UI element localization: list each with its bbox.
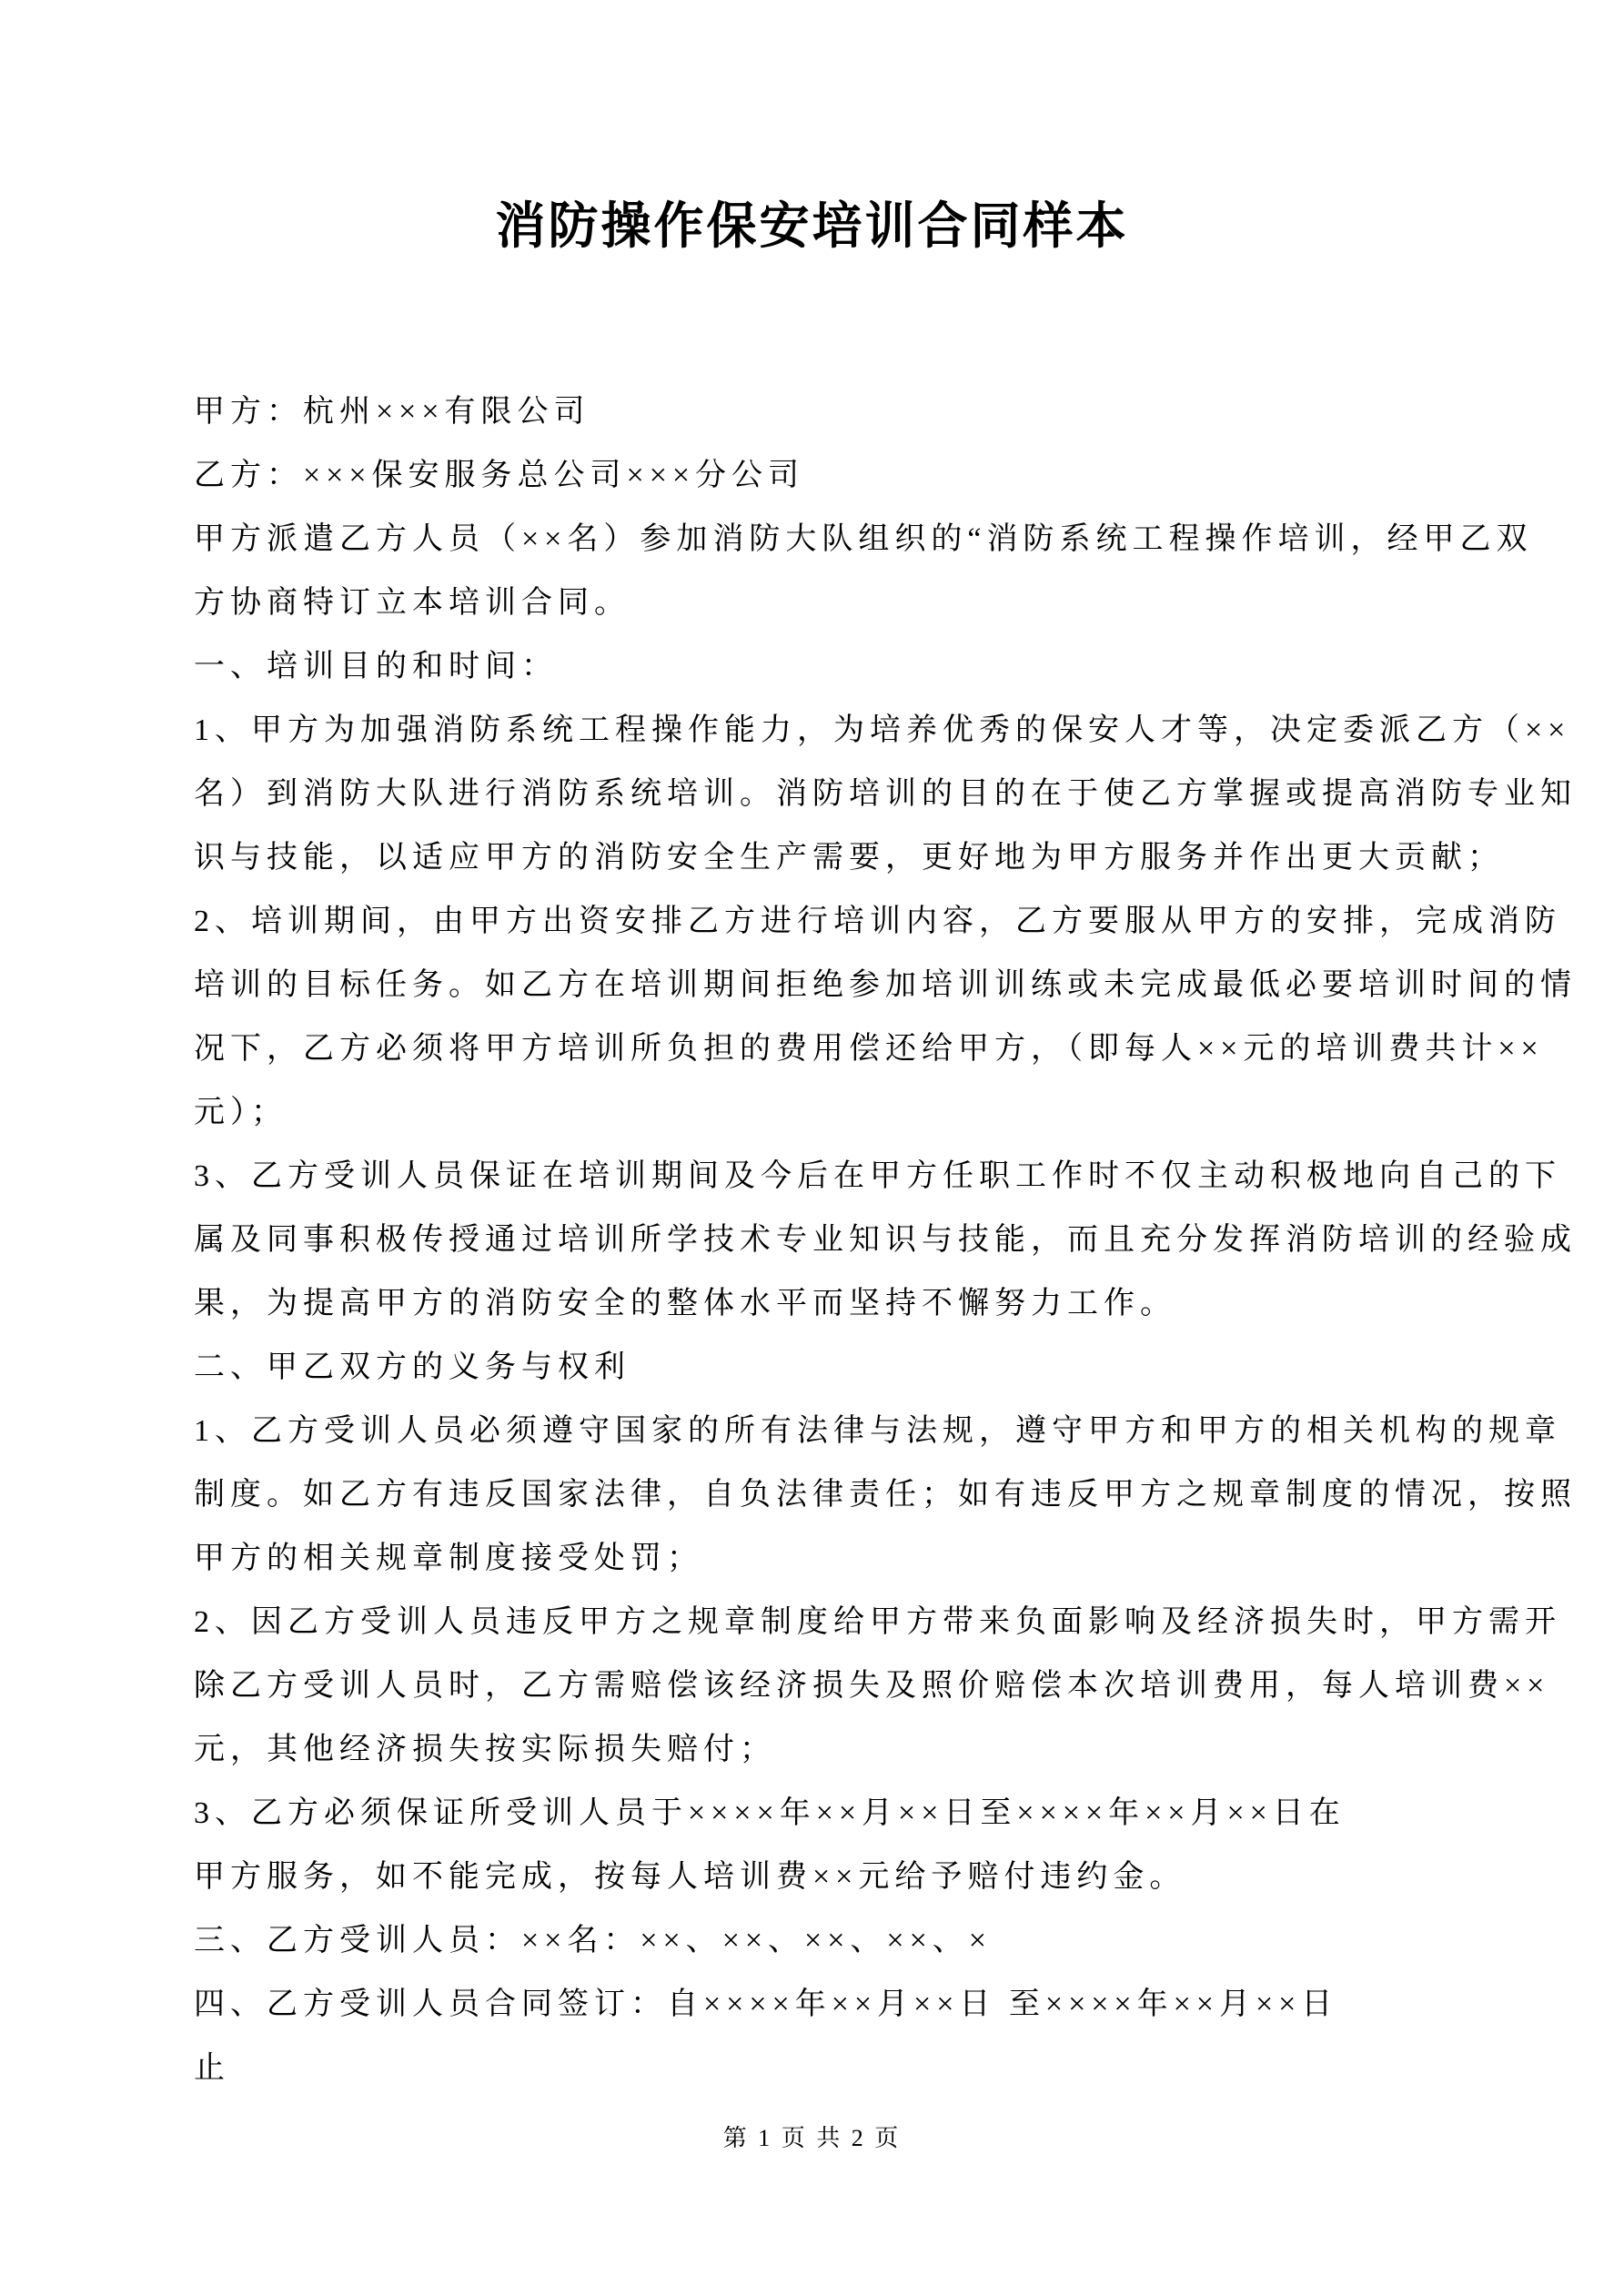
document-body (194, 380, 1577, 2100)
page-number-footer: 第 1 页 共 2 页 (722, 2125, 902, 2151)
text-line: 甲方：杭州×××有限公司 (194, 395, 590, 429)
text-line: 2、因乙方受训人员违反甲方之规章制度给甲方带来负面影响及经济损失时，甲方需开 (194, 1605, 1561, 1639)
text-line: 3、乙方受训人员保证在培训期间及今后在甲方任职工作时不仅主动积极地向自己的下 (194, 1159, 1561, 1193)
text-line: 1、甲方为加强消防系统工程操作能力，为培养优秀的保安人才等，决定委派乙方（×× (194, 713, 1571, 747)
text-line: 识与技能，以适应甲方的消防安全生产需要，更好地为甲方服务并作出更大贡献； (194, 841, 1504, 875)
text-line: 3、乙方必须保证所受训人员于××××年××月××日至××××年××月××日在 (194, 1796, 1346, 1830)
text-line: 1、乙方受训人员必须遵守国家的所有法律与法规，遵守甲方和甲方的相关机构的规章 (194, 1414, 1561, 1448)
section-heading: 二、甲乙双方的义务与权利 (194, 1350, 630, 1384)
text-line: 况下，乙方必须将甲方培训所负担的费用偿还给甲方，（即每人××元的培训费共计×× (194, 1032, 1544, 1066)
text-line: 名）到消防大队进行消防系统培训。消防培训的目的在于使乙方掌握或提高消防专业知 (194, 777, 1577, 811)
section-heading: 三、乙方受训人员：××名：××、××、××、××、× (194, 1924, 992, 1957)
text-line: 除乙方受训人员时，乙方需赔偿该经济损失及照价赔偿本次培训费用，每人培训费×× (194, 1669, 1550, 1703)
text-line: 培训的目标任务。如乙方在培训期间拒绝参加培训训练或未完成最低必要培训时间的情 (194, 968, 1577, 1002)
text-line: 甲方服务，如不能完成，按每人培训费××元给予赔付违约金。 (194, 1860, 1186, 1894)
document-title: 消防操作保安培训合同样本 (495, 198, 1129, 254)
text-line: 元）； (194, 1096, 287, 1129)
text-line: 元，其他经济损失按实际损失赔付； (194, 1733, 776, 1766)
text-line: 止 (194, 2051, 230, 2085)
text-line: 甲方的相关规章制度接受处罚； (194, 1542, 703, 1575)
text-line: 方协商特订立本培训合同。 (194, 586, 630, 620)
text-line: 果，为提高甲方的消防安全的整体水平而坚持不懈努力工作。 (194, 1287, 1176, 1320)
text-line: 制度。如乙方有违反国家法律，自负法律责任；如有违反甲方之规章制度的情况，按照 (194, 1478, 1577, 1512)
section-heading: 四、乙方受训人员合同签订：自××××年××月××日 至××××年××月××日 (194, 1988, 1338, 2021)
text-line: 属及同事积极传授通过培训所学技术专业知识与技能，而且充分发挥消防培训的经验成 (194, 1223, 1577, 1257)
text-line: 2、培训期间，由甲方出资安排乙方进行培训内容，乙方要服从甲方的安排，完成消防 (194, 905, 1561, 938)
text-line: 甲方派遣乙方人员（××名）参加消防大队组织的“消防系统工程操作培训，经甲乙双 (194, 522, 1533, 556)
text-line: 乙方：×××保安服务总公司×××分公司 (194, 459, 805, 492)
section-heading: 一、培训目的和时间： (194, 650, 558, 683)
